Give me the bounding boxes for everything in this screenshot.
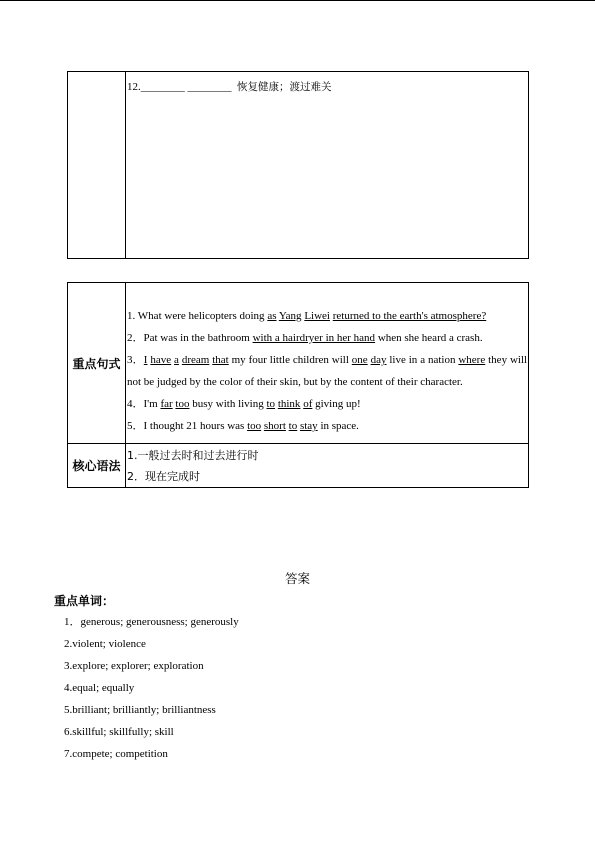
answer-item: 2.violent; violence — [64, 638, 146, 650]
key-sentences-cell — [126, 283, 529, 444]
key-sentences-label: 重点句式 — [68, 283, 126, 444]
sentence-3: 3．I have a dream that my four little children will one day live in a nation where they will not be judged by the color of their skin, but by the content of their character. — [127, 354, 528, 388]
top-rule — [0, 0, 595, 1]
core-grammar-cell — [126, 444, 529, 488]
answers-list — [64, 611, 239, 765]
item12-blanks: 12.________ ________ — [127, 81, 232, 93]
grammar-item-1: 1.一般过去时和过去进行时 — [127, 449, 259, 462]
answer-item: 3.explore; explorer; exploration — [64, 660, 204, 672]
answer-item: 1．generous; generousness; generously — [64, 616, 239, 628]
sentence-grammar-table — [67, 282, 529, 488]
sentence-1: 1. What were helicopters doing as Yang Liwei returned to the earth's atmosphere? — [127, 310, 487, 322]
answer-item: 4.equal; equally — [64, 682, 135, 694]
phrase-item-12 — [126, 72, 529, 259]
empty-label-cell — [68, 72, 126, 259]
key-words-heading: 重点单词： — [54, 594, 115, 608]
core-grammar-label: 核心语法 — [68, 444, 126, 488]
sentence-5: 5．I thought 21 hours was too short to stay in space. — [127, 420, 359, 432]
answer-item: 7.compete; competition — [64, 748, 168, 760]
answer-item: 5.brilliant; brilliantly; brilliantness — [64, 704, 216, 716]
grammar-item-2: 2．现在完成时 — [127, 470, 200, 483]
sentence-2: 2．Pat was in the bathroom with a hairdryer in her hand when she heard a crash. — [127, 332, 483, 344]
item12-meaning: 恢复健康；渡过难关 — [237, 81, 332, 93]
answers-title: 答案 — [284, 571, 310, 586]
answer-item: 6.skillful; skillfully; skill — [64, 726, 174, 738]
sentence-4: 4．I'm far too busy with living to think of giving up! — [127, 398, 361, 410]
vocab-table-continued — [67, 71, 529, 259]
